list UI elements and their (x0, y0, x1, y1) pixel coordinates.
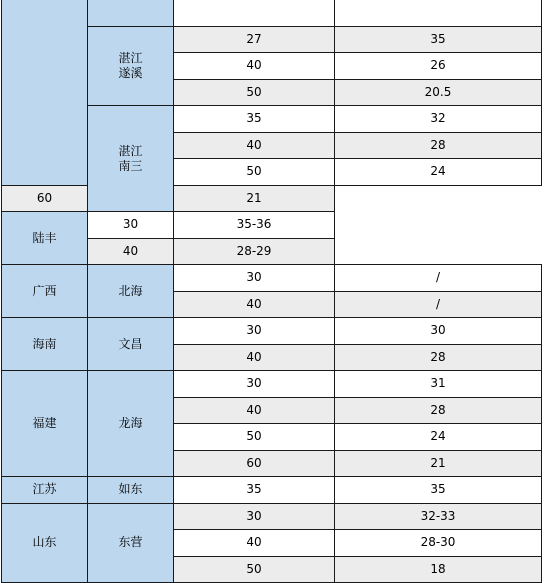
value-cell-a: 35 (174, 106, 335, 133)
value-cell-a: 40 (174, 132, 335, 159)
city-cell: 文昌 (88, 318, 174, 371)
value-cell-a: 50 (174, 424, 335, 451)
value-cell-a: 30 (174, 265, 335, 292)
value-cell-b: 28 (335, 344, 542, 371)
province-cell: 海南 (2, 318, 88, 371)
value-cell-b: 35 (335, 26, 542, 53)
city-cell: 北海 (88, 265, 174, 318)
city-cell: 如东 (88, 477, 174, 504)
province-cell: 广西 (2, 265, 88, 318)
table-row (2, 371, 542, 398)
table-row (2, 318, 542, 345)
city-cell: 湛江 遂溪 (88, 26, 174, 106)
city-cell: 湛江 南三 (88, 106, 174, 212)
value-cell-b: 18 (335, 556, 542, 583)
value-cell-a: 60 (2, 185, 88, 212)
table-row (2, 503, 542, 530)
data-table (1, 0, 542, 583)
city-cell: 龙海 (88, 371, 174, 477)
value-cell-a: 50 (174, 79, 335, 106)
value-cell-a: 35 (174, 477, 335, 504)
table-row (2, 0, 542, 26)
value-cell-b: 24 (335, 424, 542, 451)
value-cell-b: / (335, 265, 542, 292)
value-cell-b: 28 (335, 132, 542, 159)
city-cell: 陆丰 (2, 212, 88, 265)
value-cell-b: 28 (335, 397, 542, 424)
value-cell-a: 27 (174, 26, 335, 53)
value-cell-b: 35 (335, 477, 542, 504)
province-cell (2, 0, 88, 185)
value-cell-a: 40 (88, 238, 174, 265)
value-cell-a: 50 (174, 159, 335, 186)
value-cell-b: 21 (174, 185, 335, 212)
value-cell-b: 28-29 (174, 238, 335, 265)
value-cell-a: 30 (174, 318, 335, 345)
value-cell-b: 26 (335, 53, 542, 80)
value-cell-a: 40 (174, 530, 335, 557)
value-cell-b: 24 (335, 159, 542, 186)
value-cell-b: 35-36 (174, 212, 335, 239)
value-cell-b: 30 (335, 318, 542, 345)
value-cell-b: 32 (335, 106, 542, 133)
value-cell-b: 31 (335, 371, 542, 398)
value-cell-a: 30 (174, 503, 335, 530)
value-cell-b: 32-33 (335, 503, 542, 530)
value-cell-b: / (335, 291, 542, 318)
value-cell-b: 28-30 (335, 530, 542, 557)
value-cell-a (174, 0, 335, 26)
value-cell-a: 40 (174, 344, 335, 371)
value-cell-b (335, 0, 542, 26)
value-cell-b: 20.5 (335, 79, 542, 106)
value-cell-b: 21 (335, 450, 542, 477)
value-cell-a: 60 (174, 450, 335, 477)
table-body (2, 0, 542, 583)
city-cell: 东营 (88, 503, 174, 583)
value-cell-a: 30 (174, 371, 335, 398)
value-cell-a: 50 (174, 556, 335, 583)
value-cell-a: 40 (174, 291, 335, 318)
table-row (2, 185, 542, 212)
province-cell: 江苏 (2, 477, 88, 504)
province-cell: 山东 (2, 503, 88, 583)
value-cell-a: 40 (174, 397, 335, 424)
value-cell-a: 40 (174, 53, 335, 80)
table-row (2, 212, 542, 239)
province-cell: 福建 (2, 371, 88, 477)
table-row (2, 477, 542, 504)
city-cell (88, 0, 174, 26)
value-cell-a: 30 (88, 212, 174, 239)
table-row (2, 265, 542, 292)
